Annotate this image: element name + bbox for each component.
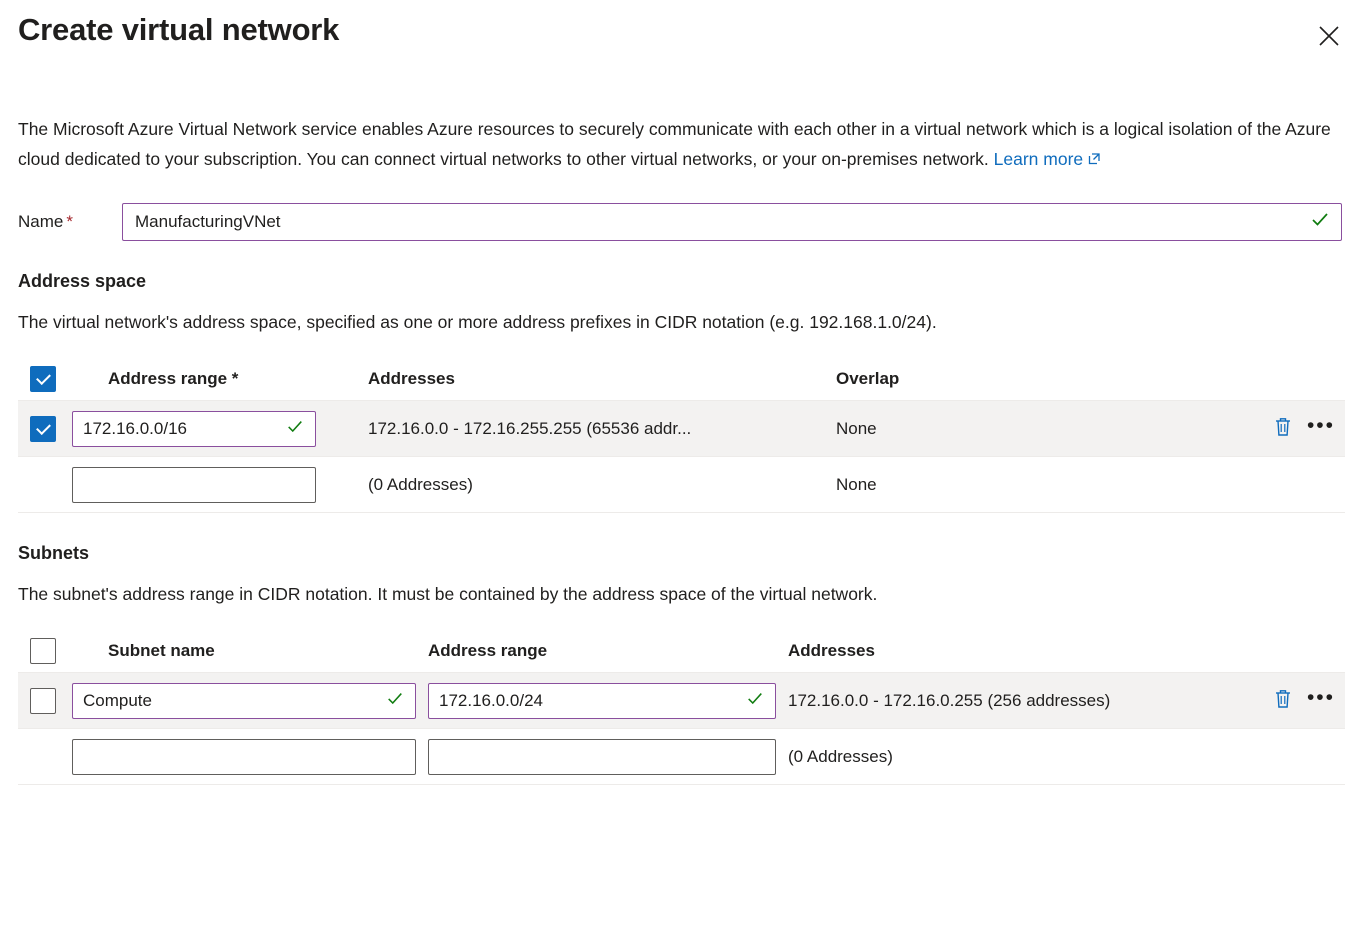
subnet-address-range-input-wrapper [428,683,776,719]
overlap-cell: None [836,474,877,494]
table-row [18,673,1345,729]
subnet-name-input-empty[interactable] [72,739,416,775]
column-header-subnet-addresses: Addresses [788,640,875,660]
address-range-cell [72,467,368,503]
addresses-cell: 172.16.0.0 - 172.16.255.255 (65536 addr... [368,418,692,438]
subnet-addresses-cell: 172.16.0.0 - 172.16.0.255 (256 addresses) [788,690,1111,710]
required-marker: * [66,212,73,231]
subnet-address-range-input-wrapper [428,739,776,775]
learn-more-link[interactable] [994,149,1084,169]
row-actions [1249,413,1345,441]
subnets-select-all-cell [18,638,72,664]
close-icon [1318,25,1340,47]
address-space-header-row [18,357,1345,401]
intro-paragraph [18,114,1338,175]
subnet-name-cell [72,683,428,719]
subnet-name-input-wrapper [72,683,416,719]
address-space-description: The virtual network's address space, specified as one or more address prefixes in CIDR notation (e.g. 192.168.1.0/24). [18,312,937,332]
external-link-icon [1087,145,1101,175]
more-options-button[interactable] [1306,685,1335,711]
name-input[interactable] [122,203,1342,241]
row-actions [1249,685,1345,713]
ellipsis-icon: ••• [1306,685,1335,709]
delete-button[interactable] [1273,416,1293,441]
delete-button[interactable] [1273,688,1293,713]
trash-icon [1273,416,1293,441]
subnet-address-range-cell [428,683,788,719]
address-space-heading: Address space [18,271,147,291]
subnets-select-all-checkbox[interactable] [30,638,56,664]
address-range-input-wrapper [72,467,316,503]
column-header-subnet-name: Subnet name [108,640,215,660]
dialog-header [18,0,1345,52]
subnets-description: The subnet's address range in CIDR notation. It must be contained by the address space of the virtual network. [18,584,878,604]
row-select-cell [18,688,72,714]
address-space-select-all-checkbox[interactable] [30,366,56,392]
subnet-name-input[interactable] [72,683,416,719]
more-options-button[interactable] [1306,413,1335,439]
subnets-grid [18,629,1345,785]
row-select-checkbox[interactable] [30,416,56,442]
trash-icon [1273,688,1293,713]
table-row [18,401,1345,457]
name-input-wrapper [122,203,1342,241]
subnet-addresses-cell: (0 Addresses) [788,746,893,766]
subnet-name-input-wrapper [72,739,416,775]
column-header-subnet-address-range: Address range [428,640,548,660]
table-row [18,457,1345,513]
subnet-address-range-input[interactable] [428,683,776,719]
column-header-address-range: Address range * [108,368,239,388]
intro-text: The Microsoft Azure Virtual Network service enables Azure resources to securely communicate with each other in a virtual network which is a logical isolation of the Azure cloud dedicated to your subscription. You can connect virtual networks to other virtual networks, or your on-premises network. [18,119,1331,169]
learn-more-label: Learn more [993,149,1084,169]
addresses-cell: (0 Addresses) [368,474,473,494]
row-select-checkbox[interactable] [30,688,56,714]
address-range-input-wrapper [72,411,316,447]
page-title: Create virtual network [18,12,340,47]
name-label [18,212,122,232]
subnet-name-cell [72,739,428,775]
subnets-heading: Subnets [18,543,90,563]
address-range-input-empty[interactable] [72,467,316,503]
subnets-header-row [18,629,1345,673]
column-header-overlap: Overlap [836,368,900,388]
column-header-addresses: Addresses [368,368,455,388]
address-range-input[interactable] [72,411,316,447]
name-label-text: Name [18,212,64,231]
subnet-address-range-input-empty[interactable] [428,739,776,775]
row-select-cell [18,416,72,442]
address-range-cell [72,411,368,447]
ellipsis-icon: ••• [1306,413,1335,437]
subnet-address-range-cell [428,739,788,775]
table-row [18,729,1345,785]
address-space-grid [18,357,1345,513]
overlap-cell: None [836,418,877,438]
close-button[interactable] [1313,20,1345,52]
address-space-select-all-cell [18,366,72,392]
name-row [18,203,1345,241]
